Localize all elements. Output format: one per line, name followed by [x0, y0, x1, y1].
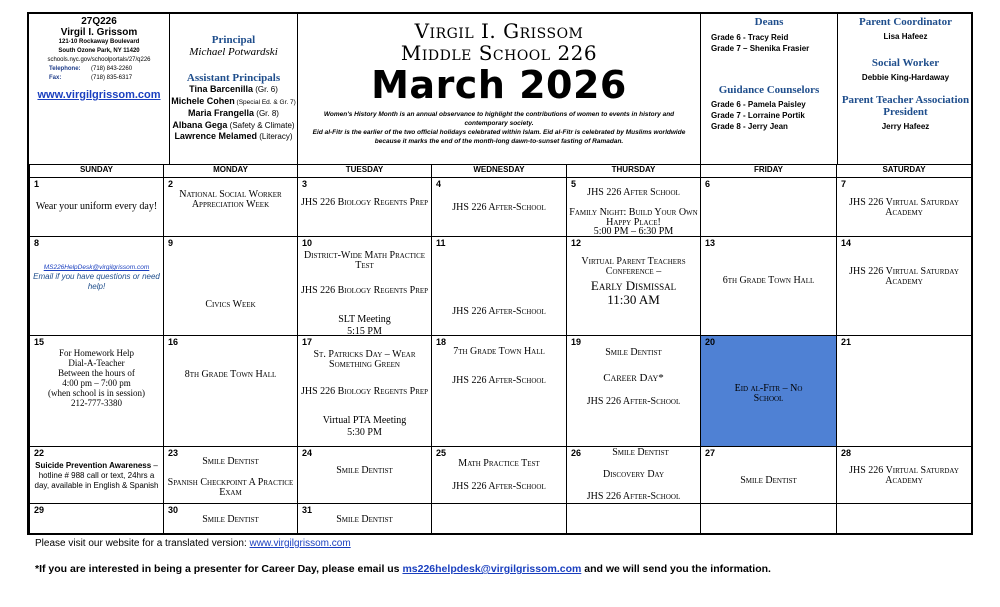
pta-title: Parent Teacher Association President	[841, 94, 970, 118]
event-text: JHS 226 Biology Regents Prep	[300, 386, 429, 397]
parent-coordinator-title: Parent Coordinator	[859, 16, 952, 28]
counselor-item: Grade 7 - Lorraine Portik	[711, 111, 805, 120]
day-number: 9	[168, 238, 174, 248]
event-text: National Social Worker Appreciation Week	[179, 189, 282, 210]
ap-item: Maria Frangella (Gr. 8)	[188, 108, 279, 118]
dean-item: Grade 6 - Tracy Reid	[711, 33, 789, 42]
day-cell	[164, 237, 298, 336]
school-portal: schools.nyc.gov/schoolportals/27/q226	[47, 57, 151, 63]
event-text: 4:00 pm – 7:00 pm	[62, 378, 131, 388]
day-cell	[837, 447, 972, 504]
day-number: 25	[436, 448, 447, 458]
day-cell	[298, 504, 432, 535]
event-text: Discovery Day	[602, 469, 665, 480]
day-number: 14	[841, 238, 852, 248]
day-cell	[298, 447, 432, 504]
event-text: 5:30 PM	[347, 427, 382, 438]
event-text: SLT Meeting	[338, 314, 391, 325]
event-text: Eid al-Fitr – No School	[734, 383, 803, 404]
guidance-title: Guidance Counselors	[718, 84, 820, 96]
day-number: 20	[705, 337, 716, 347]
day-cell	[432, 178, 567, 237]
day-cell	[30, 178, 164, 237]
counselor-item: Grade 8 - Jerry Jean	[711, 122, 788, 131]
ap-item: Lawrence Melamed (Literacy)	[174, 131, 293, 141]
day-number: 7	[841, 179, 847, 189]
day-number: 11	[436, 238, 446, 248]
empty-cell	[432, 504, 567, 535]
day-cell	[432, 336, 567, 447]
day-number: 13	[705, 238, 716, 248]
day-cell	[432, 447, 567, 504]
day-cell	[567, 178, 701, 237]
day-number: 19	[571, 337, 582, 347]
day-number: 29	[34, 505, 45, 515]
day-number: 21	[841, 337, 852, 347]
calendar-grid	[29, 164, 972, 535]
event-text: Early Dismissal	[590, 278, 677, 293]
calendar-frame	[27, 12, 973, 535]
event-text: 5:00 PM – 6:30 PM	[593, 226, 674, 237]
school-name: Virgil I. Grissom	[60, 27, 138, 38]
event-text: Smile Dentist	[336, 465, 393, 476]
event-text: Smile Dentist	[202, 514, 259, 525]
weekday-wednesday: WEDNESDAY	[432, 165, 567, 178]
event-text: Math Practice Test	[458, 458, 540, 469]
address-line-2: South Ozone Park, NY 11420	[58, 48, 140, 54]
event-text: St. Patricks Day – Wear Something Green	[313, 349, 416, 370]
day-cell	[837, 178, 972, 237]
translation-text: Please visit our website for a translated version:	[35, 538, 250, 549]
weekday-header-row	[30, 165, 972, 178]
day-number: 2	[168, 179, 174, 189]
event-text: Email if you have questions or need help!	[33, 272, 160, 291]
day-cell-holiday	[701, 336, 837, 447]
day-cell	[164, 447, 298, 504]
week-row	[30, 178, 972, 237]
day-cell	[701, 447, 837, 504]
week-row	[30, 447, 972, 504]
weekday-friday: FRIDAY	[701, 165, 837, 178]
day-cell	[567, 237, 701, 336]
event-text: Wear your uniform every day!	[35, 201, 158, 212]
career-day-text-end: and we will send you the information.	[581, 563, 771, 575]
day-cell	[701, 178, 837, 237]
day-cell	[567, 336, 701, 447]
day-cell	[164, 178, 298, 237]
day-number: 8	[34, 238, 40, 248]
day-number: 15	[34, 337, 45, 347]
event-text: JHS 226 After School	[587, 187, 680, 198]
event-text: 212-777-3380	[71, 398, 122, 408]
day-number: 30	[168, 505, 179, 515]
event-text: JHS 226 After-School	[452, 481, 546, 492]
day-number: 26	[571, 448, 582, 458]
eid-note: Eid al-Fitr is the earlier of the two official holidays celebrated within Islam. Eid al-Fitr is celebrated by Muslims worldwide because it marks the end of the month-long dawn-to-sunset fasting of Ramadan.	[312, 129, 686, 145]
week-row	[30, 504, 972, 535]
event-text: 5:15 PM	[347, 326, 382, 336]
weekday-saturday: SATURDAY	[837, 165, 972, 178]
day-cell	[701, 237, 837, 336]
school-code: 27Q226	[81, 16, 117, 27]
event-text: District-Wide Math Practice Test	[303, 250, 426, 271]
pta-name: Jerry Hafeez	[881, 122, 930, 131]
school-info	[29, 14, 170, 164]
event-text: For Homework Help	[59, 348, 134, 358]
event-text: 11:30 AM	[607, 292, 660, 307]
telephone-number: (718) 843-2260	[91, 66, 133, 72]
deans-title: Deans	[754, 16, 784, 28]
event-text: JHS 226 After-School	[452, 202, 546, 213]
day-cell	[298, 237, 432, 336]
telephone-label: Telephone:	[49, 66, 81, 72]
day-number: 24	[302, 448, 313, 458]
event-text: JHS 226 Biology Regents Prep	[300, 285, 429, 296]
event-text: JHS 226 Virtual Saturday Academy	[849, 197, 959, 218]
day-cell	[30, 447, 164, 504]
weekday-monday: MONDAY	[164, 165, 298, 178]
translation-website-link[interactable]: www.virgilgrissom.com	[249, 538, 351, 549]
empty-cell	[837, 504, 972, 535]
event-text: JHS 226 Virtual Saturday Academy	[849, 465, 959, 486]
fax-label: Fax:	[49, 75, 62, 81]
event-text: JHS 226 After-School	[452, 375, 546, 386]
principal-name: Michael Potwardski	[189, 46, 278, 58]
event-text: Dial-A-Teacher	[68, 358, 125, 368]
day-number: 23	[168, 448, 179, 458]
event-text: JHS 226 After-School	[586, 396, 681, 407]
event-text: Smile Dentist	[336, 514, 393, 525]
ap-item: Michele Cohen (Special Ed. & Gr. 7)	[171, 95, 296, 106]
counselor-item: Grade 6 - Pamela Paisley	[711, 100, 806, 109]
banner-school-name: Virgil I. Grissom	[414, 19, 584, 43]
event-text: JHS 226 After-School	[586, 491, 681, 502]
day-number: 10	[302, 238, 313, 248]
event-text: Virtual Parent Teachers Conference –	[581, 256, 686, 277]
empty-cell	[567, 504, 701, 535]
day-number: 22	[34, 448, 45, 458]
social-worker-name: Debbie King-Hardaway	[861, 73, 950, 82]
contacts	[838, 14, 973, 164]
day-number: 12	[571, 238, 582, 248]
day-cell	[164, 336, 298, 447]
fax-number: (718) 835-6317	[91, 75, 133, 81]
social-worker-title: Social Worker	[871, 57, 940, 69]
career-day-email-link[interactable]: ms226helpdesk@virgilgrissom.com	[402, 563, 582, 575]
weekday-tuesday: TUESDAY	[298, 165, 432, 178]
ap-item: Tina Barcenilla (Gr. 6)	[189, 84, 278, 94]
event-text: Smile Dentist	[202, 456, 259, 467]
fax-row	[29, 74, 169, 83]
address-line-1: 121-10 Rockaway Boulevard	[58, 39, 140, 45]
day-cell	[567, 447, 701, 504]
day-number: 3	[302, 179, 308, 189]
event-text: JHS 226 Virtual Saturday Academy	[849, 266, 959, 287]
day-number: 5	[571, 179, 577, 189]
event-text: 6th Grade Town Hall	[722, 275, 815, 286]
event-text: 8th Grade Town Hall	[184, 369, 277, 380]
day-number: 6	[705, 179, 711, 189]
day-cell	[30, 504, 164, 535]
career-day-note	[35, 563, 771, 575]
administration	[170, 14, 298, 164]
event-text: Spanish Checkpoint A Practice Exam	[167, 477, 294, 498]
weekday-sunday: SUNDAY	[30, 165, 164, 178]
dean-item: Grade 7 – Shenika Frasier	[711, 44, 810, 53]
event-text: Smile Dentist	[612, 447, 669, 458]
event-text: Virtual PTA Meeting	[322, 415, 407, 426]
event-text: JHS 226 After-School	[452, 306, 546, 317]
day-cell	[837, 336, 972, 447]
helpdesk-email-link[interactable]: MS226HelpDesk@virgilgrissom.com	[43, 264, 150, 271]
day-number: 4	[436, 179, 442, 189]
day-cell	[164, 504, 298, 535]
day-number: 1	[34, 179, 40, 189]
day-cell	[30, 237, 164, 336]
day-number: 27	[705, 448, 716, 458]
event-text: Career Day*	[603, 372, 664, 384]
day-number: 18	[436, 337, 447, 347]
day-cell	[298, 178, 432, 237]
event-text: JHS 226 Biology Regents Prep	[300, 197, 429, 208]
ap-item: Albana Gega (Safety & Climate)	[172, 119, 295, 130]
weekday-thursday: THURSDAY	[567, 165, 701, 178]
event-text: 7th Grade Town Hall	[453, 346, 545, 357]
day-cell	[432, 237, 567, 336]
translation-note	[35, 538, 351, 549]
assistant-principals-title: Assistant Principals	[186, 72, 281, 84]
event-text: Smile Dentist	[740, 475, 797, 486]
deans-counselors	[701, 14, 838, 164]
day-cell	[837, 237, 972, 336]
week-row	[30, 237, 972, 336]
week-row	[30, 336, 972, 447]
event-text: Smile Dentist	[605, 347, 662, 358]
day-number: 16	[168, 337, 179, 347]
telephone-row	[29, 65, 169, 74]
event-text: Civics Week	[205, 299, 256, 310]
day-cell	[298, 336, 432, 447]
womens-history-note: Women's History Month is an annual observance to highlight the contributions of women to events in history and contemporary society.	[323, 111, 675, 127]
event-text: Family Night: Build Your Own Happy Place!	[569, 207, 698, 228]
day-number: 31	[302, 505, 313, 515]
principal-title: Principal	[211, 34, 256, 46]
event-text: (when school is in session)	[48, 388, 145, 398]
career-day-text: *If you are interested in being a presenter for Career Day, please email us	[35, 563, 403, 575]
month-title: March 2026	[371, 63, 627, 107]
event-text: Between the hours of	[58, 368, 135, 378]
empty-cell	[701, 504, 837, 535]
day-number: 17	[302, 337, 313, 347]
day-cell	[30, 336, 164, 447]
day-number: 28	[841, 448, 852, 458]
month-banner	[298, 14, 701, 164]
banner-school-subtitle: Middle School 226	[400, 41, 598, 65]
website-link[interactable]: www.virgilgrissom.com	[37, 89, 161, 101]
event-text: Suicide Prevention Awareness – hotline # 988 call or text, 24hrs a day, available in English & Spanish	[34, 461, 159, 490]
parent-coordinator-name: Lisa Hafeez	[883, 32, 928, 41]
